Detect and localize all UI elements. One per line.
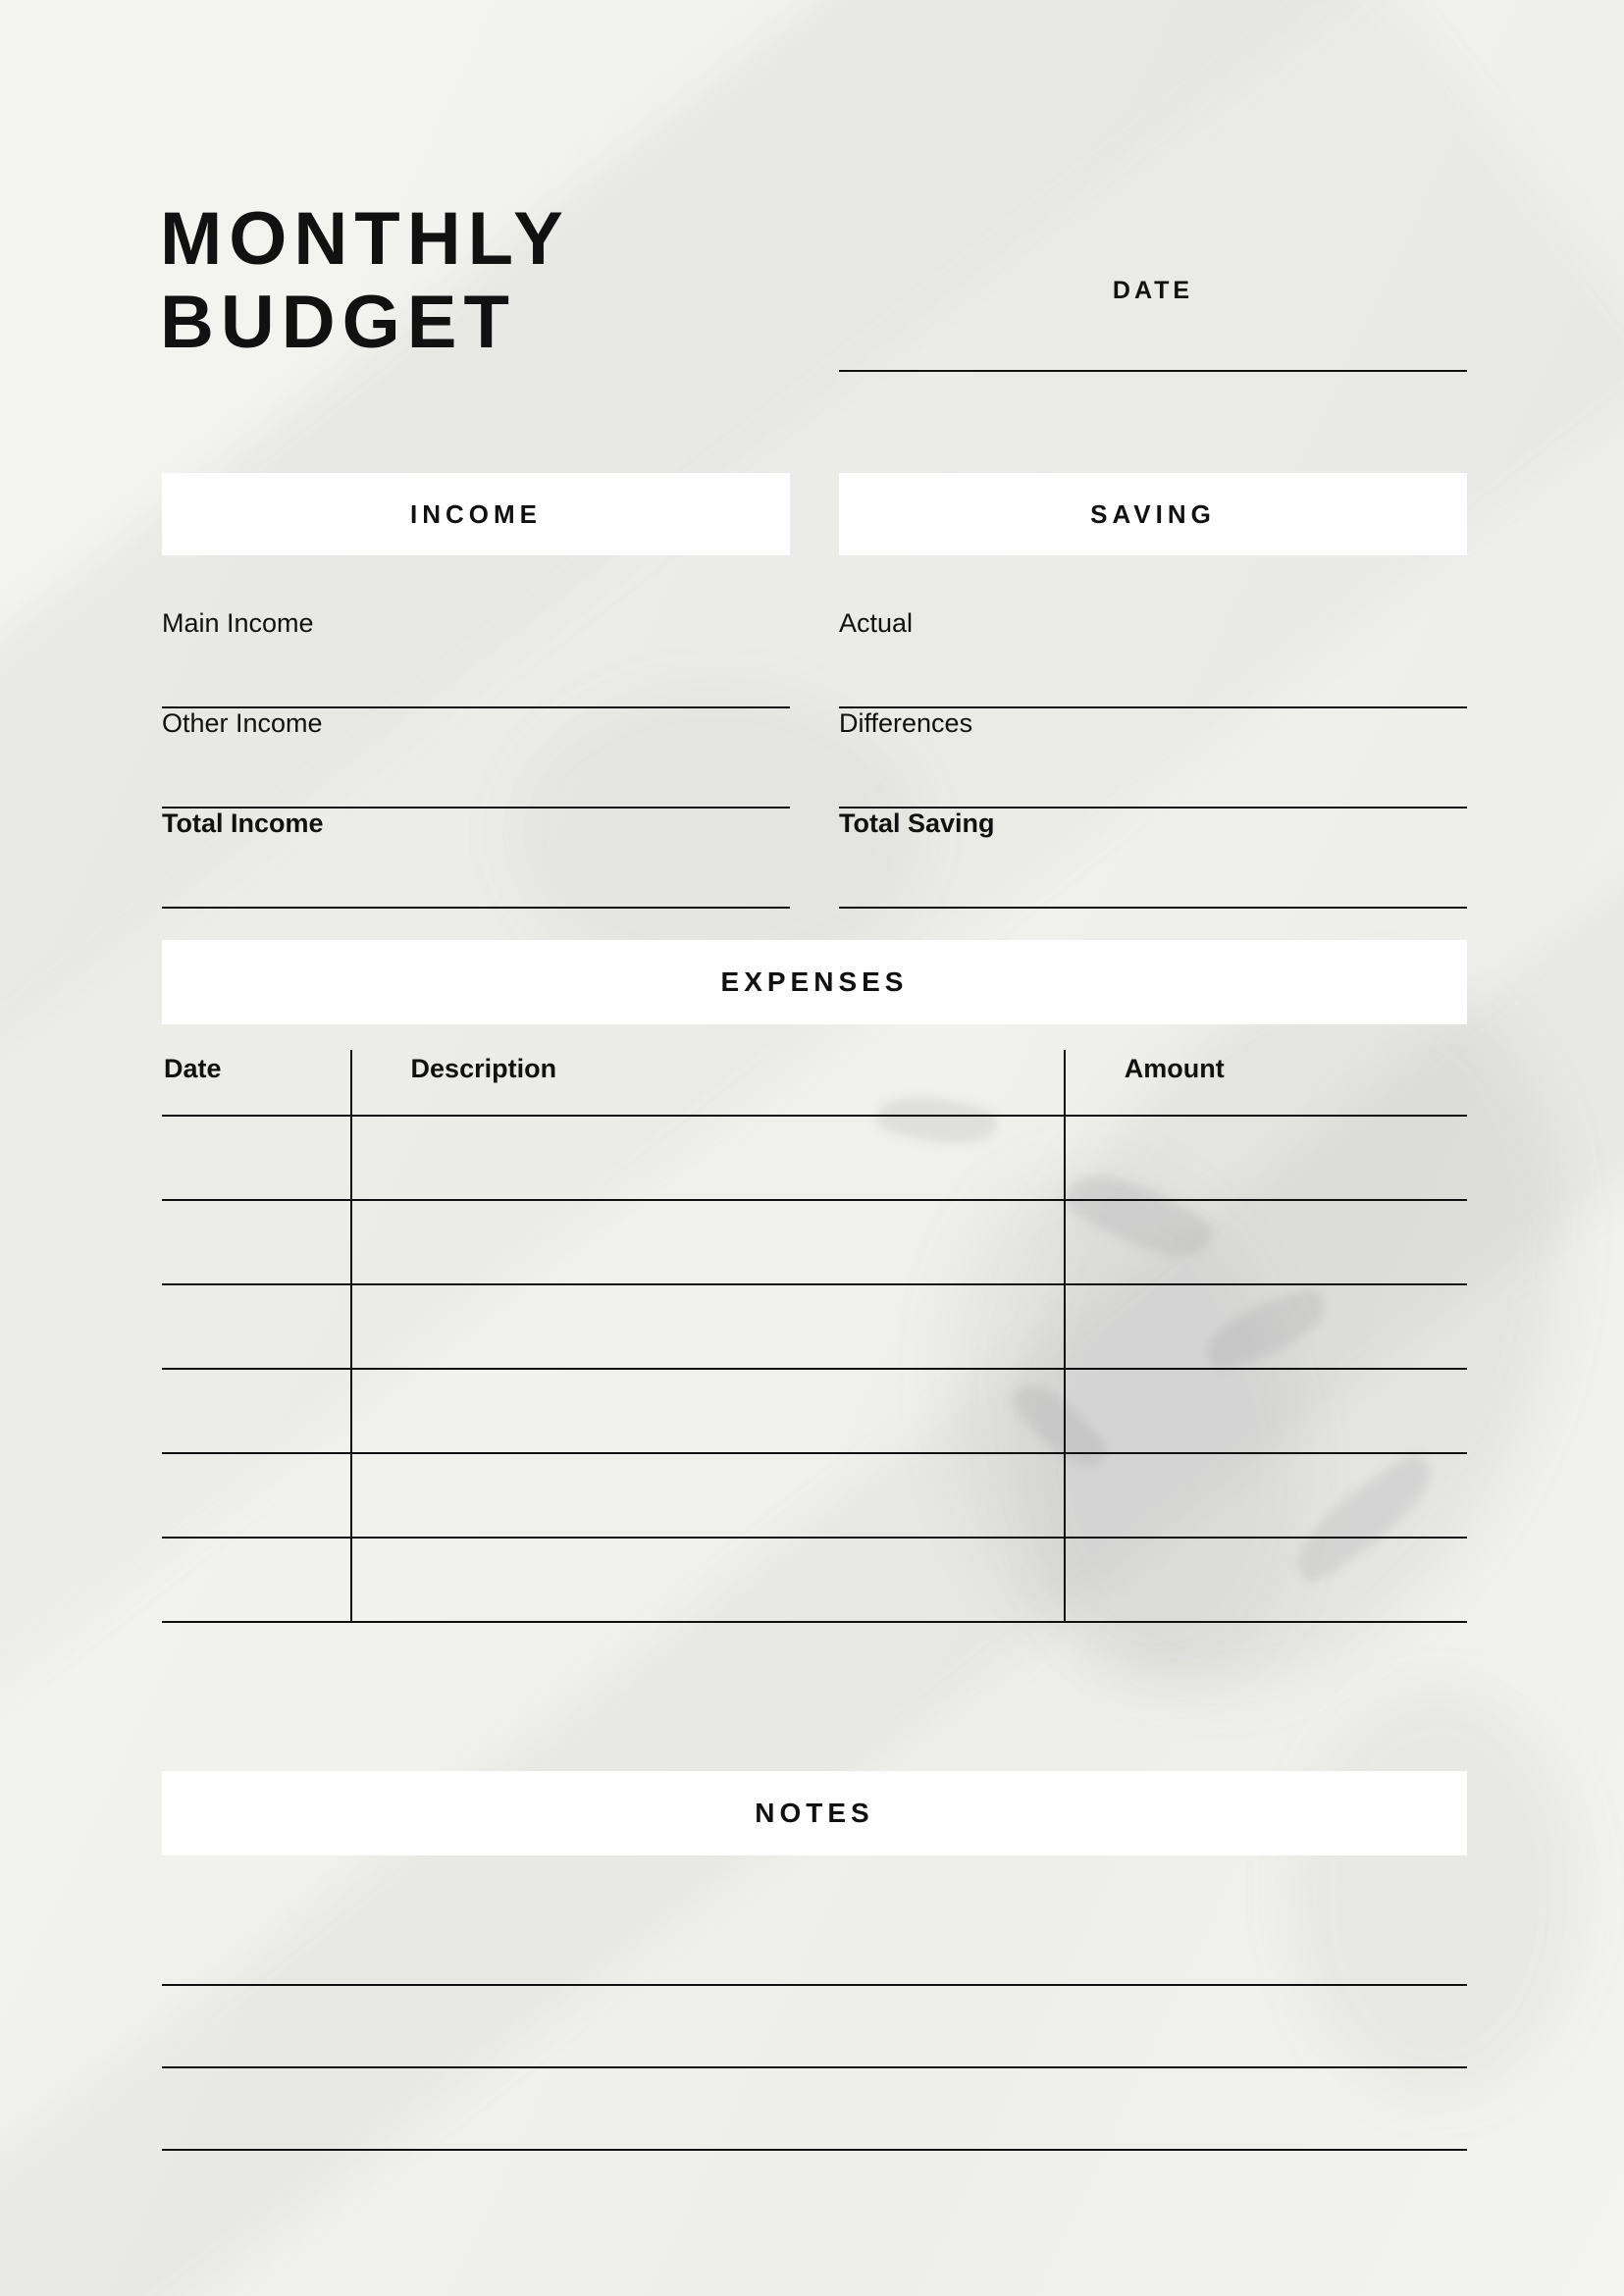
section-header-income: INCOME (162, 473, 790, 555)
cell-description[interactable] (351, 1453, 1065, 1538)
field-label: Total Income (162, 809, 324, 838)
note-line[interactable] (162, 1904, 1467, 1986)
date-label: DATE (1112, 277, 1194, 304)
expenses-table (162, 1050, 1467, 1623)
column-header-description: Description (351, 1050, 1065, 1116)
field-label: Main Income (162, 608, 314, 638)
table-row[interactable] (162, 1116, 1467, 1200)
field-total-saving[interactable] (839, 809, 1467, 909)
section-header-saving: SAVING (839, 473, 1467, 555)
section-header-notes: NOTES (162, 1771, 1467, 1855)
cell-amount[interactable] (1065, 1284, 1467, 1369)
cell-description[interactable] (351, 1200, 1065, 1284)
field-label: Actual (839, 608, 914, 638)
cell-description[interactable] (351, 1369, 1065, 1453)
cell-amount[interactable] (1065, 1453, 1467, 1538)
cell-date[interactable] (162, 1200, 351, 1284)
field-label: Other Income (162, 708, 323, 738)
income-fields (162, 608, 790, 909)
cell-amount[interactable] (1065, 1538, 1467, 1622)
note-line[interactable] (162, 2068, 1467, 2151)
table-header-row (162, 1050, 1467, 1116)
cell-description[interactable] (351, 1284, 1065, 1369)
field-actual[interactable] (839, 608, 1467, 708)
field-total-income[interactable] (162, 809, 790, 909)
cell-amount[interactable] (1065, 1116, 1467, 1200)
date-block (839, 277, 1467, 372)
table-row[interactable] (162, 1369, 1467, 1453)
cell-description[interactable] (351, 1538, 1065, 1622)
table-row[interactable] (162, 1284, 1467, 1369)
table-row[interactable] (162, 1538, 1467, 1622)
field-label: Total Saving (839, 809, 995, 838)
cell-date[interactable] (162, 1116, 351, 1200)
field-differences[interactable] (839, 708, 1467, 809)
cell-date[interactable] (162, 1284, 351, 1369)
saving-fields (839, 608, 1467, 909)
column-header-date: Date (162, 1050, 351, 1116)
date-input-line[interactable] (839, 370, 1467, 372)
cell-description[interactable] (351, 1116, 1065, 1200)
notes-area (162, 1904, 1467, 2151)
cell-amount[interactable] (1065, 1369, 1467, 1453)
page-title: MONTHLY BUDGET (160, 196, 569, 365)
cell-date[interactable] (162, 1369, 351, 1453)
note-line[interactable] (162, 1986, 1467, 2068)
section-header-expenses: EXPENSES (162, 940, 1467, 1024)
cell-date[interactable] (162, 1453, 351, 1538)
field-label: Differences (839, 708, 973, 738)
field-main-income[interactable] (162, 608, 790, 708)
column-header-amount: Amount (1065, 1050, 1467, 1116)
field-other-income[interactable] (162, 708, 790, 809)
cell-date[interactable] (162, 1538, 351, 1622)
table-row[interactable] (162, 1200, 1467, 1284)
table-row[interactable] (162, 1453, 1467, 1538)
cell-amount[interactable] (1065, 1200, 1467, 1284)
